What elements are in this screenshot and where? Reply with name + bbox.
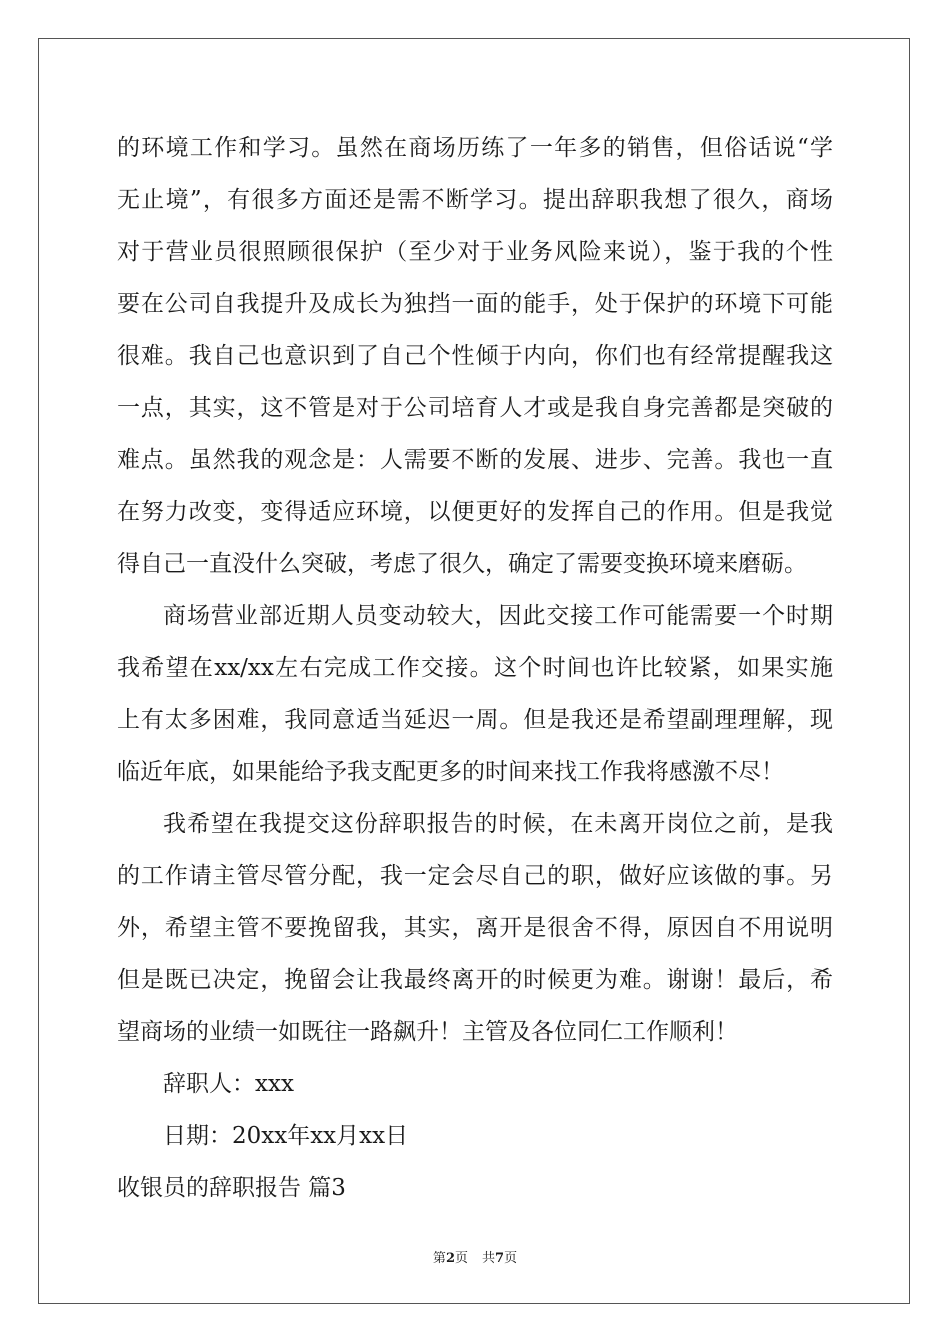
body-line: 很难。我自己也意识到了自己个性倾于内向，你们也有经常提醒我这 (117, 343, 833, 369)
body-line: 的工作请主管尽管分配，我一定会尽自己的职，做好应该做的事。另 (117, 863, 833, 889)
body-line: 要在公司自我提升及成长为独挡一面的能手，处于保护的环境下可能 (117, 291, 833, 317)
page-prefix: 第 (432, 1251, 446, 1266)
body-line: 无止境”，有很多方面还是需不断学习。提出辞职我想了很久，商场 (117, 187, 833, 213)
page-suffix: 页 (454, 1251, 468, 1266)
body-line: 但是既已决定，挽留会让我最终离开的时候更为难。谢谢！最后，希 (117, 967, 833, 993)
body-line: 的环境工作和学习。虽然在商场历练了一年多的销售，但俗话说“学 (117, 135, 833, 161)
document-body (117, 122, 833, 1214)
body-line: 我希望在xx/xx左右完成工作交接。这个时间也许比较紧，如果实施 (117, 655, 833, 681)
body-line: 外，希望主管不要挽留我，其实，离开是很舍不得，原因自不用说明 (117, 915, 833, 941)
total-prefix: 共 (482, 1251, 496, 1266)
paragraph-start-line: 商场营业部近期人员变动较大，因此交接工作可能需要一个时期 (163, 603, 833, 629)
total-suffix: 页 (504, 1251, 518, 1266)
body-line: 在努力改变，变得适应环境，以便更好的发挥自己的作用。但是我觉 (117, 499, 833, 525)
section-heading: 收银员的辞职报告 篇3 (117, 1175, 346, 1201)
body-line: 上有太多困难，我同意适当延迟一周。但是我还是希望副理理解，现 (117, 707, 833, 733)
body-line: 难点。虽然我的观念是：人需要不断的发展、进步、完善。我也一直 (117, 447, 833, 473)
page-number: 2 (445, 1251, 455, 1266)
body-line: 一点，其实，这不管是对于公司培育人才或是我自身完善都是突破的 (117, 395, 833, 421)
date-line: 日期：20xx年xx月xx日 (163, 1123, 409, 1149)
body-line: 得自己一直没什么突破，考虑了很久，确定了需要变换环境来磨砺。 (117, 551, 807, 577)
body-line: 对于营业员很照顾很保护（至少对于业务风险来说），鉴于我的个性 (117, 239, 833, 265)
page-footer (0, 1247, 950, 1266)
body-line: 临近年底，如果能给予我支配更多的时间来找工作我将感激不尽！ (117, 759, 784, 785)
body-line: 望商场的业绩一如既往一路飙升！主管及各位同仁工作顺利！ (117, 1019, 738, 1045)
total-pages: 7 (495, 1251, 505, 1266)
paragraph-start-line: 我希望在我提交这份辞职报告的时候，在未离开岗位之前，是我 (163, 811, 833, 837)
signature-line: 辞职人：xxx (163, 1071, 294, 1097)
